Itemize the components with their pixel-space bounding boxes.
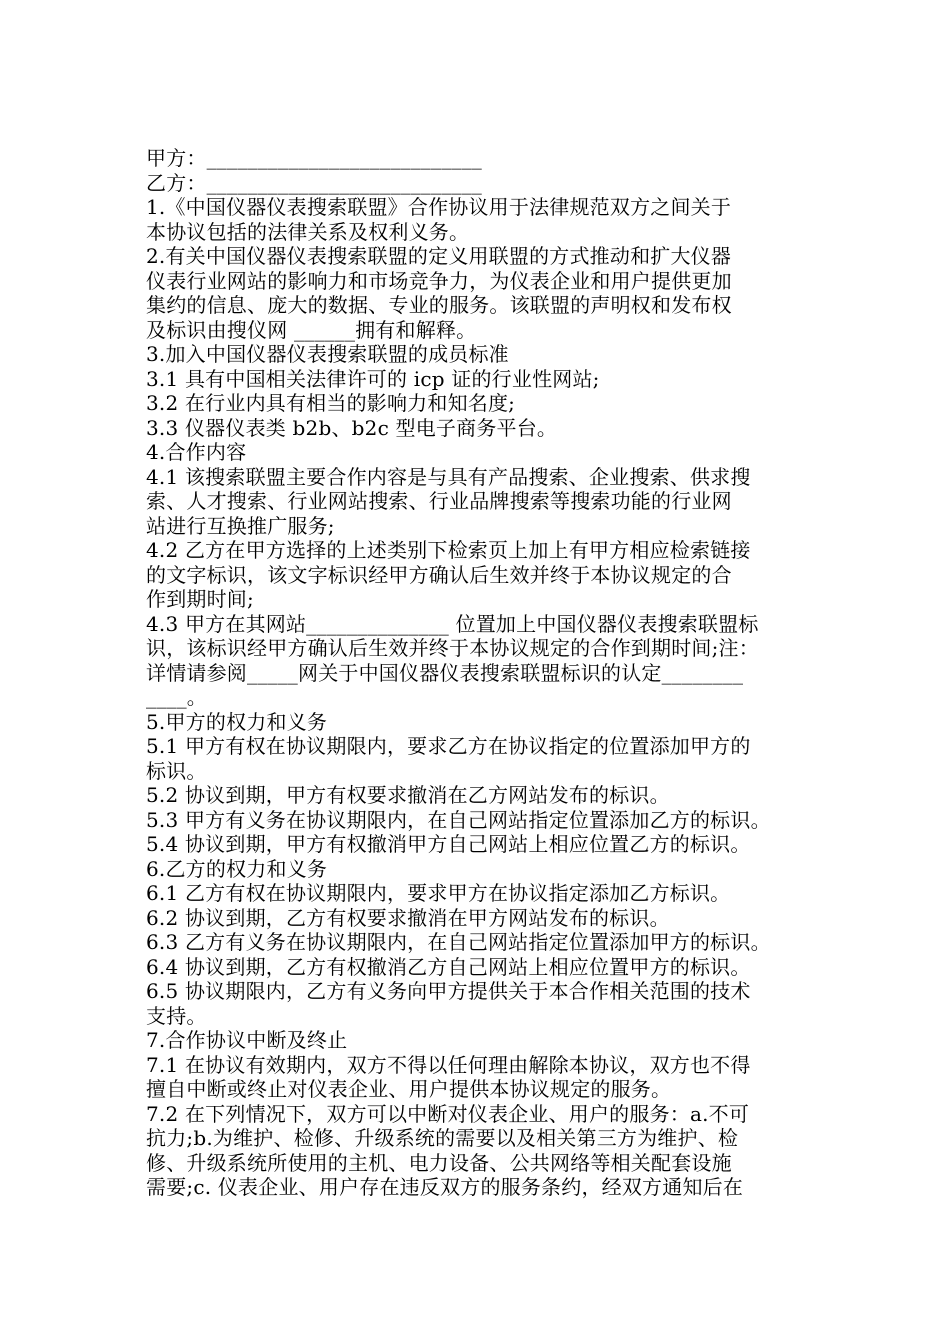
text-line: 支持。 — [146, 1003, 207, 1028]
text-line: 1.《中国仪器仪表搜索联盟》合作协议用于法律规范双方之间关于 — [146, 195, 732, 219]
text-line: 索、人才搜索、行业网站搜索、行业品牌搜索等搜索功能的行业网 — [146, 489, 732, 513]
text-line: 需要;c. 仪表企业、用户存在违反双方的服务条约，经双方通知后在 — [146, 1175, 744, 1199]
text-line: 甲方：___________________________ — [146, 146, 482, 170]
text-line: 5.2 协议到期，甲方有权要求撤消在乙方网站发布的标识。 — [146, 783, 670, 807]
text-line: 2.有关中国仪器仪表搜索联盟的定义用联盟的方式推动和扩大仪器 — [146, 244, 732, 268]
text-line: 本协议包括的法律关系及权利义务。 — [146, 219, 470, 244]
text-line: 6.乙方的权力和义务 — [146, 856, 328, 881]
text-line: 6.2 协议到期，乙方有权要求撤消在甲方网站发布的标识。 — [146, 905, 670, 930]
text-line: 识，该标识经甲方确认后生效并终于本协议规定的合作到期时间;注： — [146, 636, 759, 660]
text-line: 修、升级系统所使用的主机、电力设备、公共网络等相关配套设施 — [146, 1150, 732, 1175]
text-line: 3.2 在行业内具有相当的影响力和知名度; — [146, 391, 516, 415]
text-line: 集约的信息、庞大的数据、专业的服务。该联盟的声明权和发布权 — [146, 293, 732, 317]
text-line: 5.4 协议到期，甲方有权撤消甲方自己网站上相应位置乙方的标识。 — [146, 832, 751, 856]
text-line: 的文字标识，该文字标识经甲方确认后生效并终于本协议规定的合 — [146, 562, 732, 587]
text-line: 标识。 — [146, 758, 207, 783]
text-line: 7.2 在下列情况下，双方可以中断对仪表企业、用户的服务：a.不可 — [146, 1101, 750, 1126]
text-line: 仪表行业网站的影响力和市场竞争力，为仪表企业和用户提供更加 — [146, 268, 732, 293]
text-line: 擅自中断或终止对仪表企业、用户提供本协议规定的服务。 — [146, 1077, 672, 1101]
text-line: 作到期时间; — [146, 587, 254, 611]
text-line: 6.4 协议到期，乙方有权撤消乙方自己网站上相应位置甲方的标识。 — [146, 954, 751, 979]
text-line: ____。 — [146, 685, 207, 709]
text-line: 5.1 甲方有权在协议期限内，要求乙方在协议指定的位置添加甲方的 — [146, 734, 751, 758]
text-line: 4.2 乙方在甲方选择的上述类别下检索页上加上有甲方相应检索链接 — [146, 538, 751, 562]
text-line: 3.3 仪器仪表类 b2b、b2c 型电子商务平台。 — [146, 415, 558, 440]
text-line: 详情请参阅_____网关于中国仪器仪表搜索联盟标识的认定________ — [146, 660, 744, 685]
text-line: 6.3 乙方有义务在协议期限内，在自己网站指定位置添加甲方的标识。 — [146, 930, 771, 954]
text-line: 6.5 协议期限内，乙方有义务向甲方提供关于本合作相关范围的技术 — [146, 979, 751, 1003]
text-line: 站进行互换推广服务; — [146, 513, 335, 538]
text-line: 4.1 该搜索联盟主要合作内容是与具有产品搜索、企业搜索、供求搜 — [146, 464, 751, 489]
text-line: 3.加入中国仪器仪表搜索联盟的成员标准 — [146, 342, 509, 366]
text-line: 及标识由搜仪网 ______拥有和解释。 — [146, 317, 477, 342]
text-line: 3.1 具有中国相关法律许可的 icp 证的行业性网站; — [146, 366, 600, 391]
text-line: 7.1 在协议有效期内，双方不得以任何理由解除本协议，双方也不得 — [146, 1052, 751, 1077]
text-line: 6.1 乙方有权在协议期限内，要求甲方在协议指定添加乙方标识。 — [146, 881, 731, 905]
text-line: 乙方：___________________________ — [146, 170, 482, 195]
text-line: 抗力;b.为维护、检修、升级系统的需要以及相关第三方为维护、检 — [146, 1126, 739, 1150]
text-line: 4.3 甲方在其网站______________ 位置加上中国仪器仪表搜索联盟标 — [146, 611, 759, 636]
text-line: 4.合作内容 — [146, 440, 247, 464]
text-line: 5.甲方的权力和义务 — [146, 709, 328, 734]
text-line: 7.合作协议中断及终止 — [146, 1028, 348, 1052]
text-line: 5.3 甲方有义务在协议期限内，在自己网站指定位置添加乙方的标识。 — [146, 807, 771, 832]
document-body — [146, 146, 814, 1200]
